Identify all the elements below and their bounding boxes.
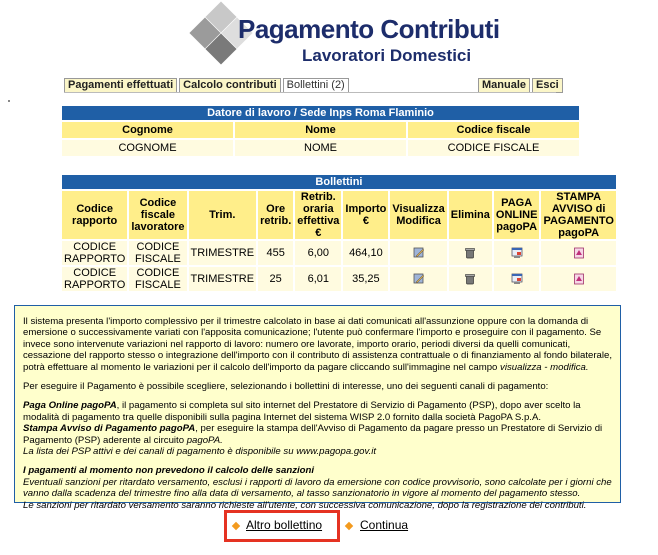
table-row (62, 241, 616, 265)
col-elimina: Elimina (450, 209, 490, 221)
employer-table-title: Datore di lavoro / Sede Inps Roma Flaminio (62, 106, 579, 120)
tab-pagamenti-effettuati[interactable]: Pagamenti effettuati (64, 78, 177, 93)
cell-cf: CODICE FISCALE (134, 241, 181, 265)
col-importo: Importo € (345, 203, 387, 227)
cell-importo: 35,25 (352, 273, 380, 285)
tab-bar-right (478, 78, 563, 93)
tab-manuale[interactable]: Manuale (478, 78, 530, 93)
cell-retrib: 6,00 (307, 247, 330, 259)
col-nome: Nome (305, 124, 336, 136)
employer-cognome: COGNOME (118, 142, 177, 154)
view-edit-icon[interactable] (413, 273, 425, 285)
tab-bollettini[interactable]: Bollettini (2) (283, 78, 349, 93)
cell-codice: CODICE RAPPORTO (64, 241, 126, 265)
employer-nome: NOME (304, 142, 337, 154)
employer-table (60, 104, 581, 158)
cell-retrib: 6,01 (307, 273, 330, 285)
bollettini-table-title: Bollettini (62, 175, 616, 189)
cell-cf: CODICE FISCALE (134, 267, 181, 291)
employer-codice-fiscale: CODICE FISCALE (447, 142, 540, 154)
divider (64, 92, 556, 93)
page-title: Pagamento Contributi (238, 14, 500, 44)
cell-trim: TRIMESTRE (190, 273, 255, 285)
cell-trim: TRIMESTRE (190, 247, 255, 259)
view-edit-icon[interactable] (413, 247, 425, 259)
col-paga-online: PAGA ONLINE pagoPA (495, 197, 538, 233)
cell-ore: 455 (266, 247, 285, 259)
trash-icon[interactable] (464, 273, 476, 285)
col-codice-fiscale: Codice fiscale (456, 124, 531, 136)
info-paragraph-2: Per eseguire il Pagamento è possibile scegliere, selezionando i bollettini di interesse, uno dei seguenti canali di pagamento: (23, 381, 549, 393)
app-header (186, 4, 500, 70)
cell-codice: CODICE RAPPORTO (64, 267, 126, 291)
tab-esci[interactable]: Esci (532, 78, 563, 93)
pay-online-icon[interactable] (511, 247, 523, 259)
col-ore-retrib: Ore retrib. (260, 203, 292, 227)
cell-importo: 464,10 (349, 247, 383, 259)
bullet-icon (345, 522, 353, 530)
info-paragraph-4: I pagamenti al momento non prevedono il calcolo delle sanzioni Eventuali sanzioni per ritardato versamento, esclusi i rapporti di lavoro da emersione con codice provvisorio, sono calcolate per i giorni che vanno dalla scadenza del trimestre fino alla data di versamento, al tasso sanzionatorio in vigore al momento del pagamento stesso. Le sanzioni per ritardato versamento saranno richieste all'utente, con successiva comunicazione, dopo la registrazione dei contributi. (23, 465, 612, 511)
print-notice-icon[interactable] (573, 273, 585, 285)
bollettini-table (60, 173, 618, 293)
pay-online-icon[interactable] (511, 273, 523, 285)
col-codice-rapporto: Codice rapporto (72, 203, 118, 227)
col-stampa-avviso: STAMPA AVVISO di PAGAMENTO pagoPA (543, 191, 614, 239)
trash-icon[interactable] (464, 247, 476, 259)
info-paragraph-1: Il sistema presenta l'importo complessivo per il trimestre calcolato in base ai dati comunicati all'assunzione oppure con la domanda di emersione o successivamente variati con l'apposita comunicazione; l'utente può confermare l'importo e proseguire con il pagamento. Se invece sono intervenute variazioni nel rapporto di lavoro: numero ore lavorate, importo orario, periodi diversi da quelli comunicati, cessazione del rapporto stesso o integrazione dell'importo con il contributo di assistenza contrattuale o di finanziamento al fondo bilaterale, potrà effettuare al momento le variazioni per il calcolo dell'importo da pagare cliccando sull'immagine nel campo visualizza - modifica. (23, 316, 612, 373)
page-subtitle: Lavoratori Domestici (302, 46, 472, 65)
divider-dot (8, 100, 10, 102)
altro-bollettino-link[interactable]: Altro bollettino (246, 518, 323, 532)
continua-link[interactable]: Continua (360, 518, 409, 532)
col-codice-fiscale-lavoratore: Codice fiscale lavoratore (131, 197, 185, 233)
tab-bar (64, 78, 349, 92)
col-visualizza-modifica: Visualizza Modifica (392, 203, 445, 227)
info-panel (14, 305, 621, 511)
table-row (62, 267, 616, 291)
cell-ore: 25 (269, 273, 282, 285)
print-notice-icon[interactable] (573, 247, 585, 259)
tab-calcolo-contributi[interactable]: Calcolo contributi (179, 78, 281, 93)
col-cognome: Cognome (122, 124, 173, 136)
info-paragraph-3: Paga Online pagoPA, il pagamento si completa sul sito internet del Prestatore di Servizio di Pagamento (PSP), dopo aver scelto la modalità di pagamento tra quelle disponibili sulla pagina Internet del sistema WISP 2.0 fornito dalla società PagoPA S.p.A. Stampa Avviso di Pagamento pagoPA, per eseguire la stampa dell'Avviso di Pagamento da pagare presso un Prestatore di Servizio di Pagamento (PSP) aderente al circuito pagoPA. La lista dei PSP attivi e dei canali di pagamento è disponibile su www.pagopa.gov.it (23, 400, 603, 458)
col-trim: Trim. (209, 209, 236, 221)
col-retrib-oraria: Retrib. oraria effettiva € (297, 191, 340, 239)
